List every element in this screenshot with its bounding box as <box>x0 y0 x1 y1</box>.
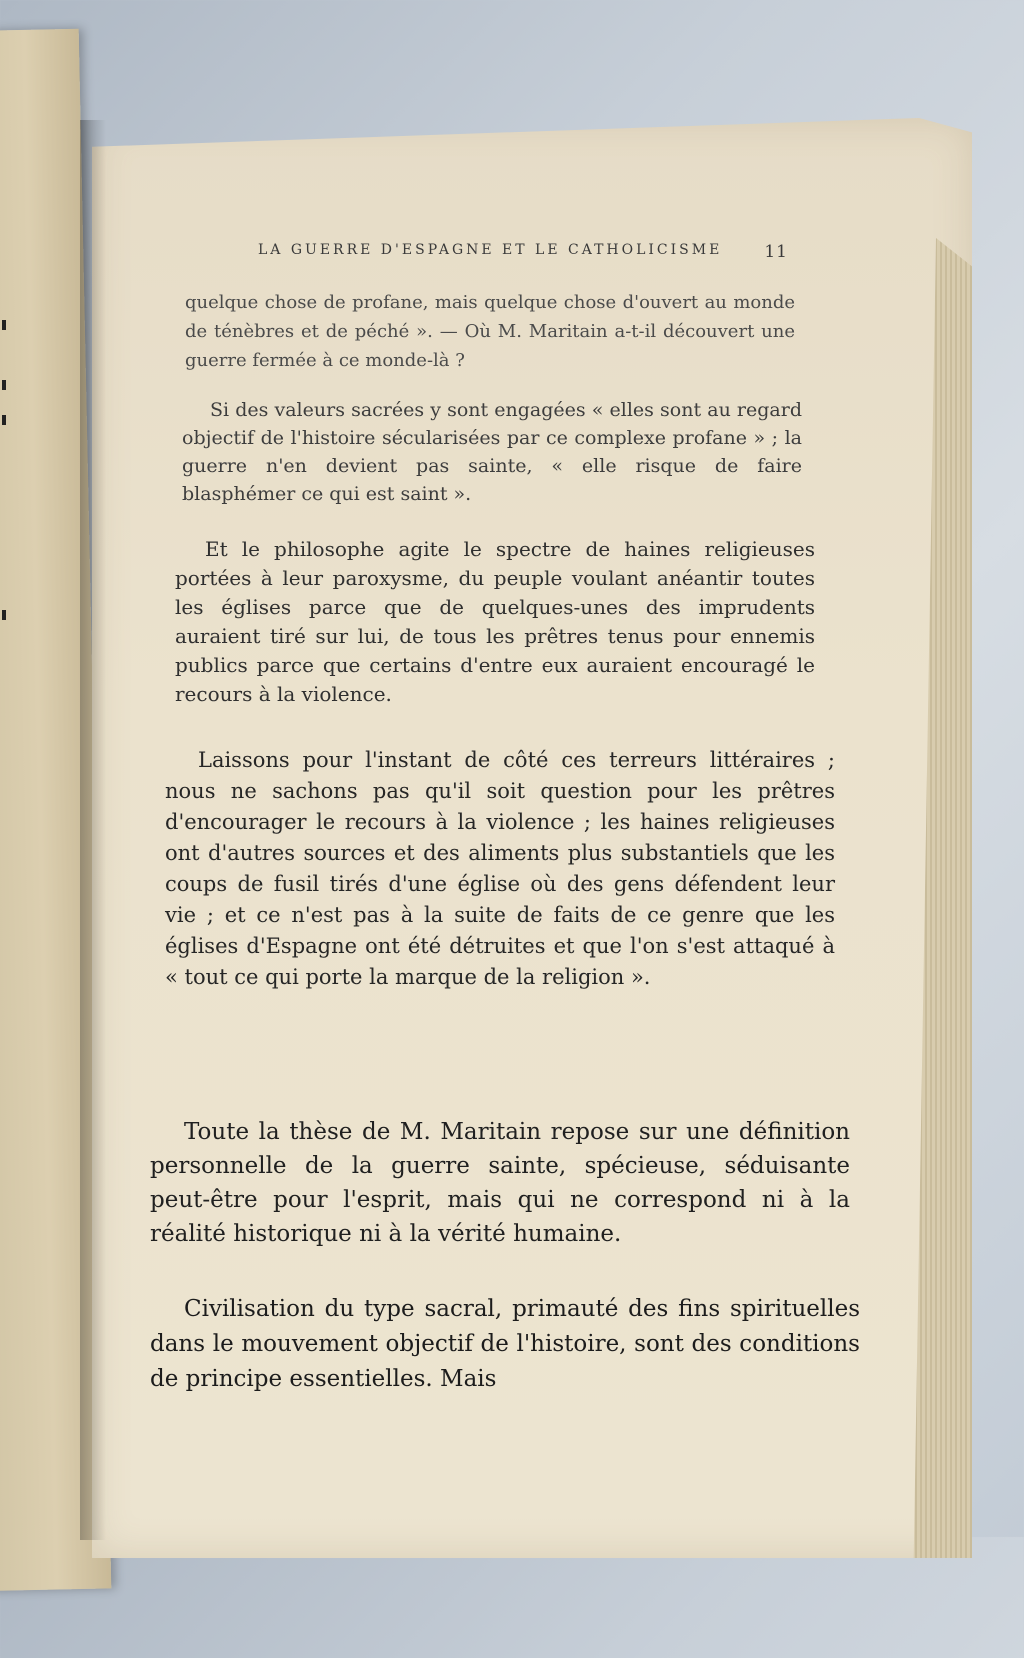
paragraph: Civilisation du type sacral, primauté des fins spirituelles dans le mouvement objectif de l'histoire, sont des conditions de principe essentielles. Mais <box>150 1296 860 1392</box>
running-title: LA GUERRE D'ESPAGNE ET LE CATHOLICISME <box>258 242 723 258</box>
page-edge-stack <box>912 238 972 1658</box>
left-page-mark <box>2 610 6 620</box>
left-page-mark <box>2 380 6 390</box>
page-number: 11 <box>764 242 788 262</box>
paragraph: Si des valeurs sacrées y sont engagées « elles sont au regard objectif de l'histoire sécularisées par ce complexe profane » ; la guerre n'en devient pas sainte, « elle risque de faire blasphémer ce qui est saint ». <box>182 399 802 505</box>
running-header <box>258 242 788 262</box>
spine-shadow <box>80 120 106 1540</box>
paragraph: Laissons pour l'instant de côté ces terreurs littéraires ; nous ne sachons pas qu'il soit question pour les prêtres d'encourager le recours à la violence ; les haines religieuses ont d'autres sources et des aliments plus substantiels que les coups de fusil tirés d'une église où des gens défendent leur vie ; et ce n'est pas à la suite de faits de ce genre que les églises d'Espagne ont été détruites et que l'on s'est attaqué à « tout ce qui porte la marque de la religion ». <box>165 748 835 989</box>
paragraph: Toute la thèse de M. Maritain repose sur une définition personnelle de la guerre sainte, spécieuse, séduisante peut-être pour l'esprit, mais qui ne correspond ni à la réalité historique ni à la vérité humaine. <box>150 1119 850 1247</box>
left-page-mark <box>2 320 6 330</box>
paragraph: quelque chose de profane, mais quelque chose d'ouvert au monde de ténèbres et de péché ». — Où M. Maritain a-t-il découvert une guerre fermée à ce monde-là ? <box>185 292 795 371</box>
paragraph: Et le philosophe agite le spectre de haines religieuses portées à leur paroxysme, du peuple voulant anéantir toutes les églises parce que de quelques-unes des imprudents auraient tiré sur lui, de tous les prêtres tenus pour ennemis publics parce que certains d'entre eux auraient encouragé le recours à la violence. <box>175 537 815 706</box>
left-page-mark <box>2 415 6 425</box>
